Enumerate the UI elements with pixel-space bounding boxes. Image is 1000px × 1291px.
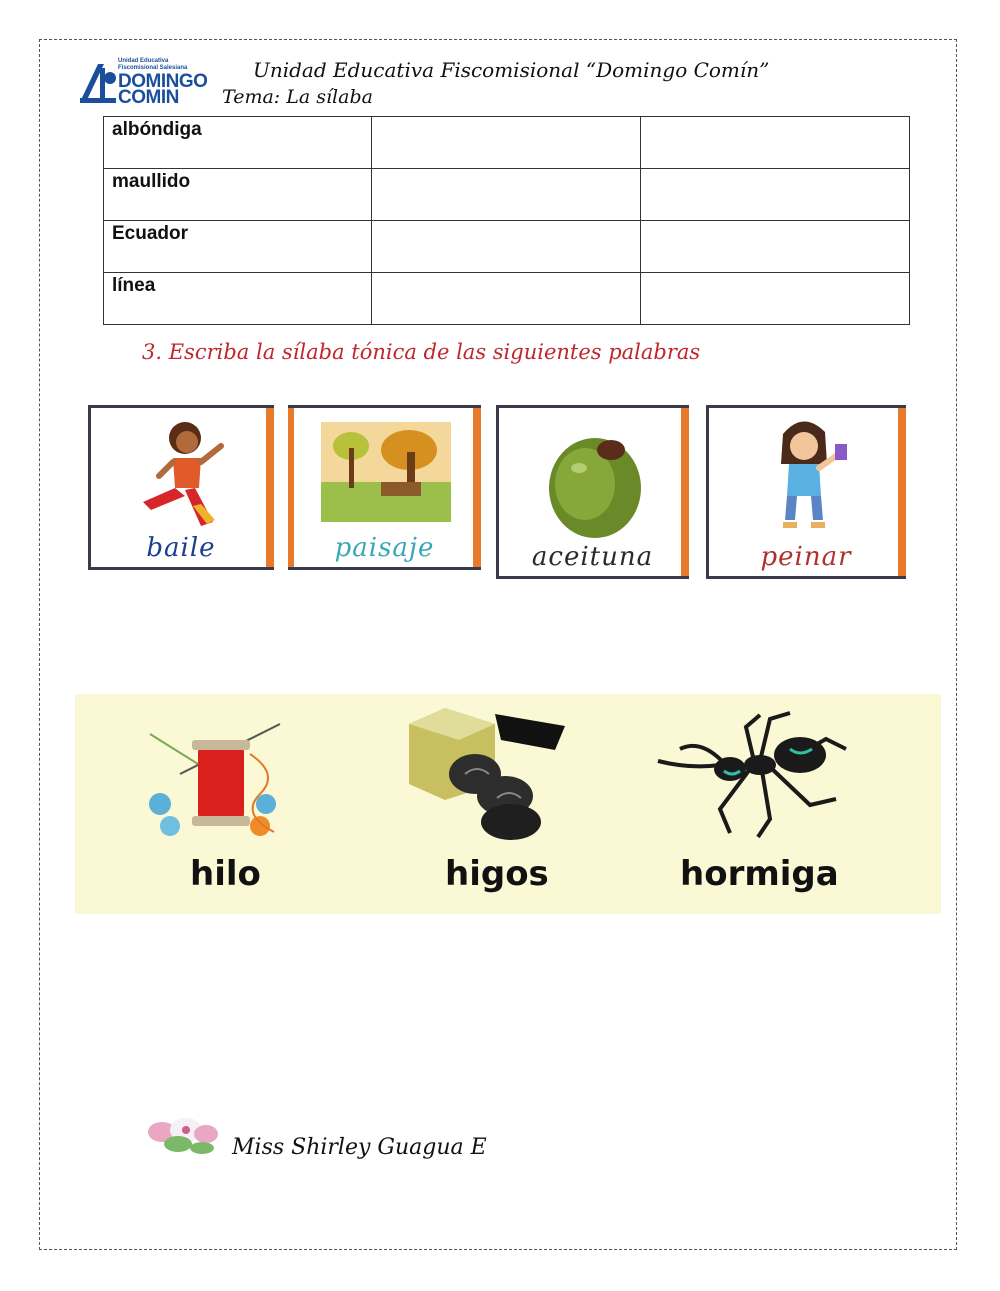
card-paisaje [288,405,481,570]
landscape-icon [321,422,451,522]
syllable-table [103,116,910,325]
topic-title: Tema: La sílaba [222,86,373,108]
olive-icon [535,424,655,544]
logo-subtitle-1: Unidad Educativa [118,58,169,64]
school-emblem-icon [78,58,118,108]
thread-spool-icon [140,714,290,844]
figs-box-icon [405,704,575,844]
card-baile [88,405,274,570]
word-cell: maullido [104,169,372,221]
logo-subtitle-2: Fiscomisional Salesiana [118,65,188,71]
answer-cell[interactable] [641,273,910,325]
word-higos: higos [445,854,549,894]
table-row [104,273,910,325]
logo-line1: DOMINGO [118,71,208,92]
exercise-3-instruction: 3. Escriba la sílaba tónica de las siguientes palabras [142,340,701,364]
ant-icon [650,709,850,839]
school-title: Unidad Educativa Fiscomisional “Domingo Comín” [253,58,770,82]
girl-combing-icon [753,414,863,539]
word-hormiga: hormiga [680,854,839,894]
logo-school-name [118,58,187,72]
h-words-panel [75,694,941,914]
dancing-girl-icon [123,410,243,540]
answer-cell[interactable] [641,169,910,221]
table-row [104,169,910,221]
card-aceituna [496,405,689,579]
word-hilo: hilo [190,854,261,894]
word-cell: albóndiga [104,117,372,169]
school-logo [78,58,213,108]
teacher-signature: Miss Shirley Guagua E [232,1135,487,1160]
flowers-icon [142,1108,226,1158]
card-label: aceituna [531,542,654,572]
answer-cell[interactable] [372,273,641,325]
word-cell: Ecuador [104,221,372,273]
table-row [104,221,910,273]
answer-cell[interactable] [372,117,641,169]
word-cell: línea [104,273,372,325]
card-peinar [706,405,906,579]
card-label: baile [146,533,216,563]
logo-line2: COMIN [118,87,179,108]
answer-cell[interactable] [372,221,641,273]
table-row [104,117,910,169]
answer-cell[interactable] [641,117,910,169]
answer-cell[interactable] [641,221,910,273]
card-label: paisaje [334,533,435,563]
answer-cell[interactable] [372,169,641,221]
card-label: peinar [760,542,852,572]
